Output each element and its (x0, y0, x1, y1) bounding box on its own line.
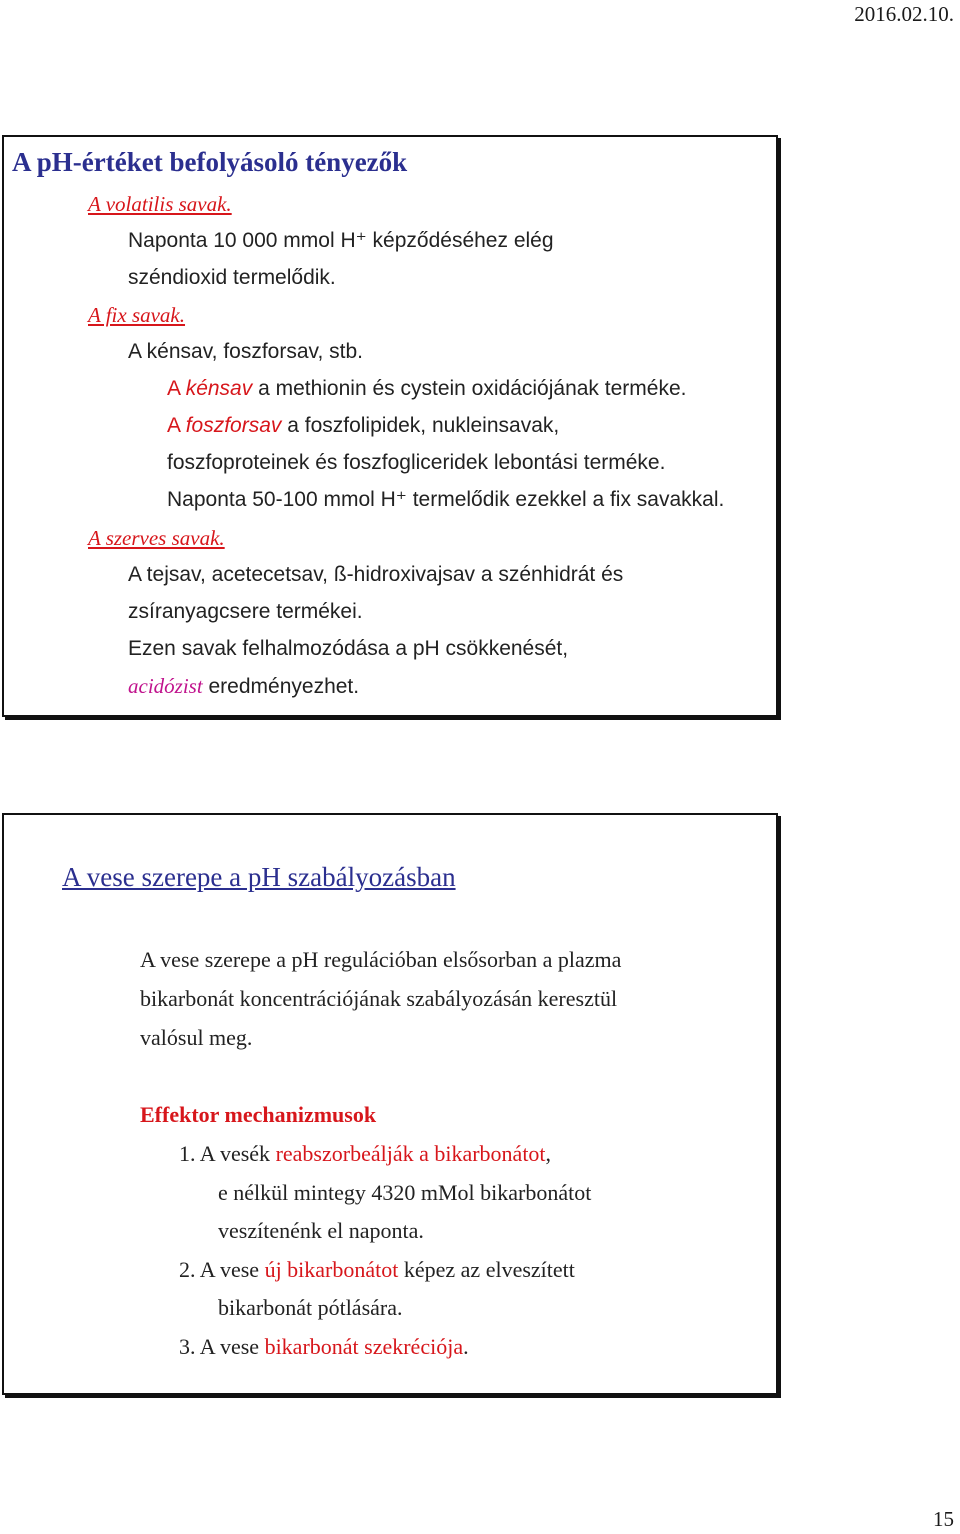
page-number: 15 (933, 1507, 954, 1531)
effector-item-3 (179, 1334, 469, 1360)
kensav-line (167, 376, 686, 402)
item2-suffix: képez az elveszített (398, 1257, 575, 1282)
item2-prefix: 2. A vese (179, 1257, 265, 1282)
fix-daily-line: Naponta 50-100 mmol H⁺ termelődik ezekkel a fix savakkal. (167, 488, 725, 511)
kensav-term: kénsav (185, 377, 253, 400)
slide-title: A vese szerepe a pH szabályozásban (62, 862, 456, 892)
item1-highlight: reabszorbeálják a bikarbonátot (275, 1141, 546, 1166)
item3-highlight: bikarbonát szekréciója (264, 1334, 464, 1359)
item2-highlight: új bikarbonátot (264, 1257, 399, 1282)
effector-item-1 (179, 1141, 551, 1167)
item1-line3: veszítenénk el naponta. (218, 1218, 424, 1243)
acidosis-term: acidózist (128, 674, 203, 698)
item2-line2: bikarbonát pótlására. (218, 1295, 403, 1320)
volatile-acids-heading: A volatilis savak. (88, 192, 232, 216)
intro-line1: A vese szerepe a pH regulációban elsősorban a plazma (140, 947, 622, 972)
slide-kidney-role (2, 813, 778, 1395)
volatile-text-line1: Naponta 10 000 mmol H⁺ képződéséhez elég (128, 229, 554, 252)
acidosis-line (128, 673, 359, 700)
kensav-prefix: A (167, 377, 186, 400)
organic-text-line1: A tejsav, acetecetsav, ß-hidroxivajsav a szénhidrát és (128, 563, 624, 586)
kensav-rest: a methionin és cystein oxidációjának terméke. (252, 377, 687, 400)
item3-suffix: . (463, 1334, 469, 1359)
foszforsav-line2: foszfoproteinek és foszfogliceridek lebontási terméke. (167, 451, 666, 474)
fix-text-line1: A kénsav, foszforsav, stb. (128, 340, 363, 363)
item3-prefix: 3. A vese (179, 1334, 265, 1359)
foszforsav-line (167, 413, 559, 439)
organic-text-line3: Ezen savak felhalmozódása a pH csökkenését, (128, 637, 569, 660)
foszforsav-prefix: A (167, 414, 186, 437)
fix-acids-heading: A fix savak. (88, 303, 186, 327)
effector-heading: Effektor mechanizmusok (140, 1102, 377, 1127)
foszforsav-rest: a foszfolipidek, nukleinsavak, (281, 414, 560, 437)
item1-suffix: , (545, 1141, 552, 1166)
item1-line2: e nélkül mintegy 4320 mMol bikarbonátot (218, 1180, 592, 1205)
volatile-text-line2: széndioxid termelődik. (128, 266, 336, 289)
header-date: 2016.02.10. (854, 2, 954, 26)
intro-line3: valósul meg. (140, 1025, 253, 1050)
foszforsav-term: foszforsav (185, 414, 282, 437)
effector-item-2 (179, 1257, 575, 1283)
item1-prefix: 1. A vesék (179, 1141, 276, 1166)
intro-line2: bikarbonát koncentrációjának szabályozásán keresztül (140, 986, 618, 1011)
organic-text-line2: zsíranyagcsere termékei. (128, 600, 363, 623)
slide-title: A pH-értéket befolyásoló tényezők (12, 147, 408, 177)
acidosis-rest: eredményezhet. (202, 675, 360, 698)
slide-ph-factors (2, 135, 778, 717)
organic-acids-heading: A szerves savak. (88, 526, 225, 550)
